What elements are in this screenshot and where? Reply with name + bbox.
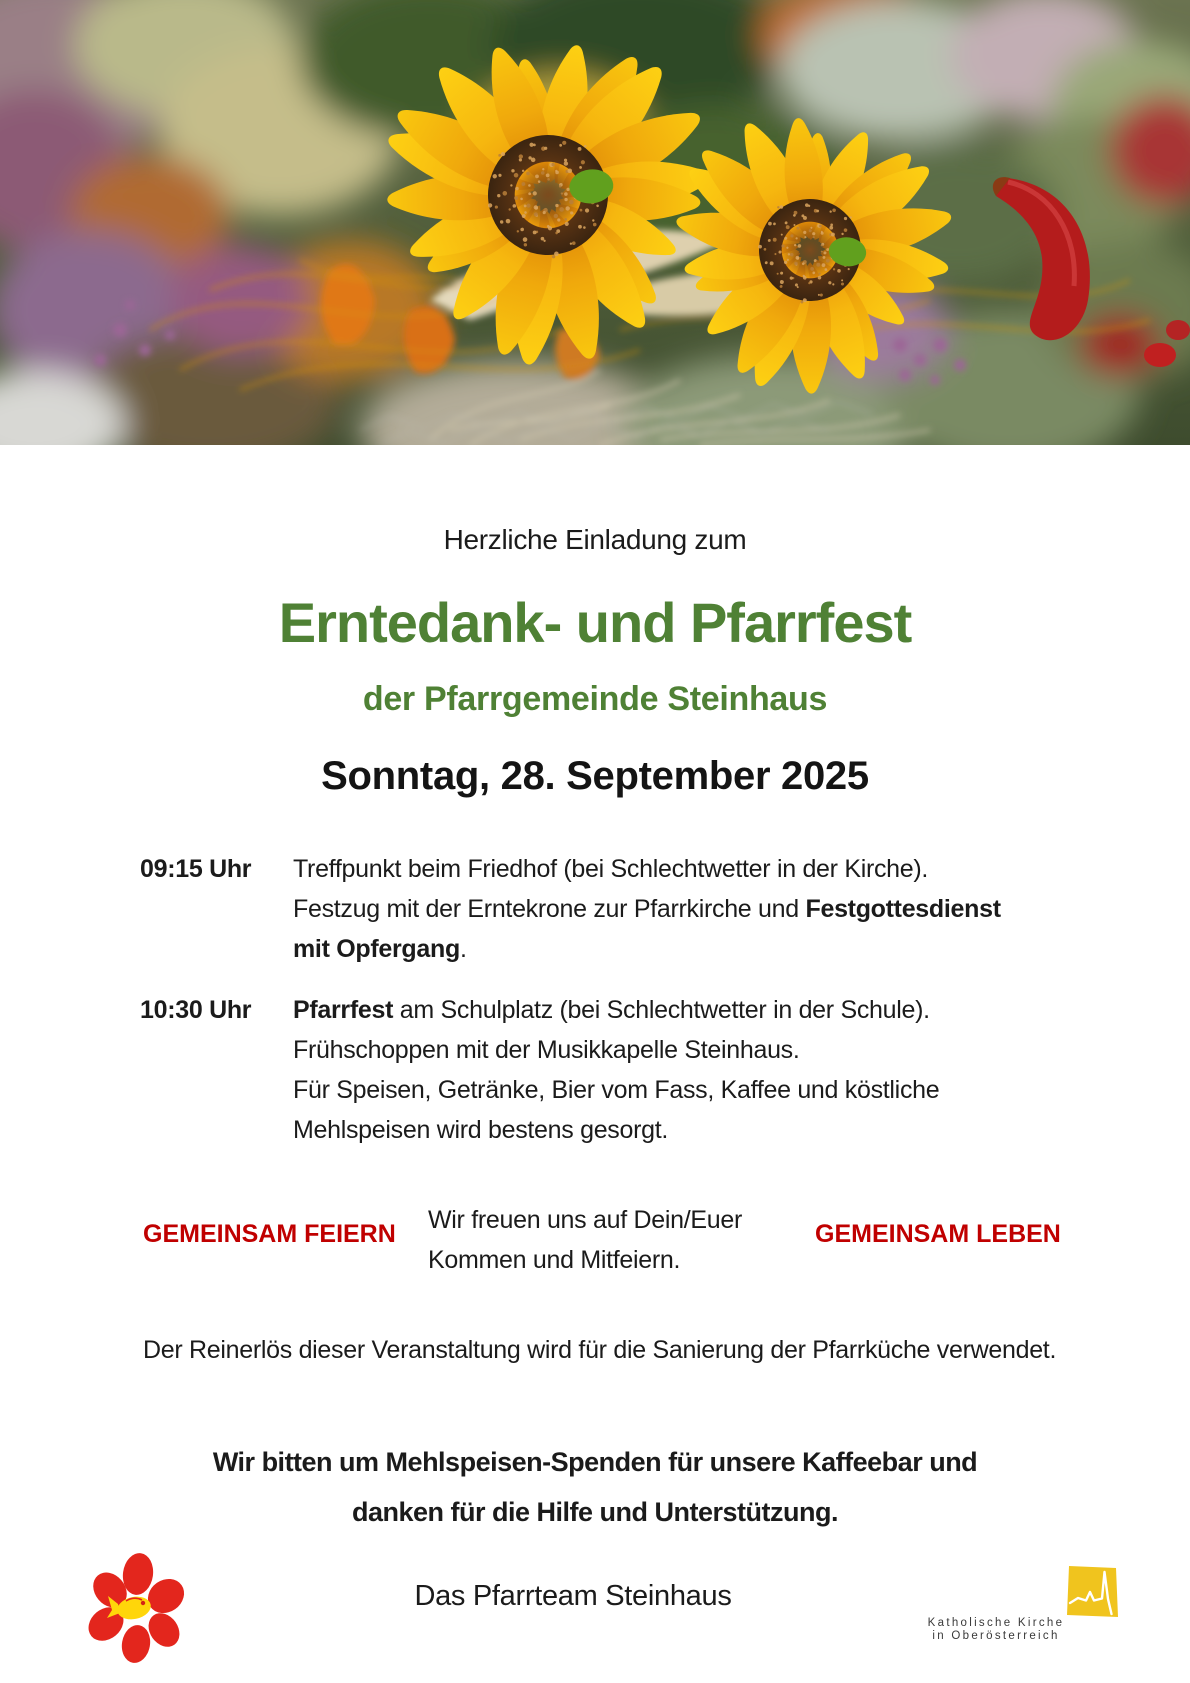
event-subtitle: der Pfarrgemeinde Steinhaus <box>362 680 828 718</box>
schedule-time-2: 10:30 Uhr <box>140 996 252 1024</box>
schedule-line: mit Opfergang. <box>293 935 467 963</box>
diocese-caption <box>918 1617 1074 1643</box>
schedule-line: Mehlspeisen wird bestens gesorgt. <box>293 1116 669 1144</box>
diocese-logo-icon <box>1067 1565 1118 1617</box>
motto-center-line2: Kommen und Mitfeiern. <box>428 1246 681 1274</box>
event-date: Sonntag, 28. September 2025 <box>321 754 869 798</box>
schedule-line: Für Speisen, Getränke, Bier vom Fass, Kaffee und köstliche <box>293 1076 940 1104</box>
proceeds-note: Der Reinerlös dieser Veranstaltung wird für die Sanierung der Pfarrküche verwendet. <box>143 1336 1057 1364</box>
schedule-line: Festzug mit der Erntekrone zur Pfarrkirche und Festgottesdienst <box>293 895 1001 923</box>
diocese-caption-line2: in Oberösterreich <box>932 1630 1060 1642</box>
motto-gemeinsam-feiern: GEMEINSAM FEIERN <box>143 1220 396 1248</box>
schedule-row-1 <box>140 849 1100 969</box>
appeal-line2: danken für die Hilfe und Unterstützung. <box>352 1497 838 1527</box>
motto-center-text <box>428 1200 788 1280</box>
harvest-photo-illustration <box>0 0 1190 445</box>
event-title: Erntedank- und Pfarrfest <box>278 591 912 654</box>
motto-gemeinsam-leben: GEMEINSAM LEBEN <box>815 1220 1061 1248</box>
schedule-line: Treffpunkt beim Friedhof (bei Schlechtwetter in der Kirche). <box>293 855 929 883</box>
appeal-line1: Wir bitten um Mehlspeisen-Spenden für unsere Kaffeebar und <box>212 1447 978 1477</box>
schedule-time-1: 09:15 Uhr <box>140 855 252 883</box>
diocese-caption-line1: Katholische Kirche <box>927 1617 1065 1629</box>
schedule-line: Pfarrfest am Schulplatz (bei Schlechtwetter in der Schule). <box>293 996 930 1024</box>
schedule-line: Frühschoppen mit der Musikkapelle Steinhaus. <box>293 1036 800 1064</box>
schedule <box>140 849 1100 1171</box>
schedule-desc-1 <box>293 849 1100 969</box>
donation-appeal <box>0 1437 1190 1537</box>
header-photo <box>0 0 1190 445</box>
signature-line: Das Pfarrteam Steinhaus <box>414 1580 732 1612</box>
schedule-row-2 <box>140 990 1100 1150</box>
schedule-desc-2 <box>293 990 1100 1150</box>
motto-center-line1: Wir freuen uns auf Dein/Euer <box>428 1206 742 1234</box>
invitation-line: Herzliche Einladung zum <box>443 524 747 555</box>
